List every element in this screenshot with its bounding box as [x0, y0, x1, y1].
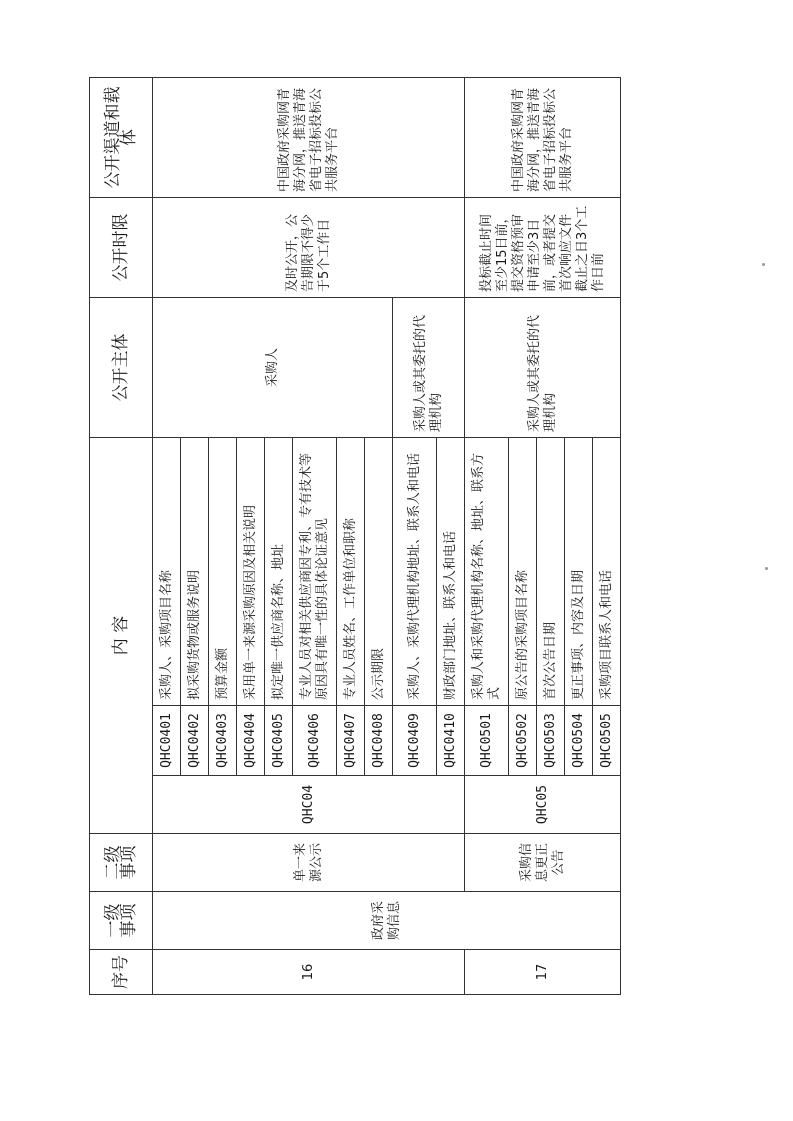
- level1-item: 政府采购信息: [153, 892, 621, 950]
- item-code: QHC0403: [209, 706, 237, 776]
- time-limit-17: 投标截止时间至少15日前，提交资格预审申请至少3日前，或者提交首次响应文件截止之日3个工作日前: [465, 197, 621, 297]
- subject-16a: 采购人: [153, 297, 393, 437]
- item-content: 专业人员姓名、工作单位和职称: [337, 437, 365, 705]
- item-code: QHC0401: [153, 706, 181, 776]
- item-content: 更正事项、内容及日期: [565, 437, 593, 705]
- item-content: 预算金额: [209, 437, 237, 705]
- subject-17: 采购人或其委托的代理机构: [465, 297, 621, 437]
- header-channel: 公开渠道和载体: [90, 77, 153, 197]
- header-seq: 序号: [90, 950, 153, 995]
- item-content: 采购人和采购代理机构名称、地址、联系方式: [465, 437, 509, 705]
- header-time-limit: 公开时限: [90, 197, 153, 297]
- item-content: 原公告的采购项目名称: [509, 437, 537, 705]
- group-code-16: QHC04: [153, 776, 465, 834]
- seq-17: 17: [465, 950, 621, 995]
- channel-16: 中国政府采购网青海分网，推送青海省电子招标投标公共服务平台: [153, 77, 465, 197]
- item-code: QHC0404: [237, 706, 265, 776]
- header-row: [90, 77, 153, 994]
- level2-item-16: 单一来源公示: [153, 834, 465, 892]
- item-content: 拟采购货物或服务说明: [181, 437, 209, 705]
- item-content: 财政部门地址、联系人和电话: [437, 437, 465, 705]
- item-code: QHC0405: [265, 706, 293, 776]
- item-code: QHC0406: [293, 706, 337, 776]
- item-code: QHC0410: [437, 706, 465, 776]
- item-content: 采购人、采购代理机构地址、联系人和电话: [393, 437, 437, 705]
- item-code: QHC0503: [537, 706, 565, 776]
- item-code: QHC0409: [393, 706, 437, 776]
- header-level1: 一级事项: [90, 892, 153, 950]
- item-code: QHC0502: [509, 706, 537, 776]
- item-content: 采用单一来源采购原因及相关说明: [237, 437, 265, 705]
- item-content: 拟定唯一供应商名称、地址: [265, 437, 293, 705]
- header-level2: 二级事项: [90, 834, 153, 892]
- item-content: 采购项目联系人和电话: [593, 437, 621, 705]
- channel-17: 中国政府采购网青海分网，推送青海省电子招标投标公共服务平台: [465, 77, 621, 197]
- item-content: 采购人、采购项目名称: [153, 437, 181, 705]
- item-code: QHC0402: [181, 706, 209, 776]
- table-row: [153, 77, 181, 994]
- group-code-17: QHC05: [465, 776, 621, 834]
- item-content: 首次公告日期: [537, 437, 565, 705]
- header-subject: 公开主体: [90, 297, 153, 437]
- item-code: QHC0407: [337, 706, 365, 776]
- item-code: QHC0505: [593, 706, 621, 776]
- subject-16b: 采购人或其委托的代理机构: [393, 297, 465, 437]
- item-code: QHC0504: [565, 706, 593, 776]
- item-code: QHC0408: [365, 706, 393, 776]
- item-code: QHC0501: [465, 706, 509, 776]
- header-content: 内 容: [90, 437, 153, 833]
- item-content: 公示期限: [365, 437, 393, 705]
- time-limit-16: 及时公开，公告期限不得少于5个工作日: [153, 197, 465, 297]
- seq-16: 16: [153, 950, 465, 995]
- item-content: 专业人员对相关供应商因专利、专有技术等原因具有唯一性的具体论证意见: [293, 437, 337, 705]
- table-row: [465, 77, 509, 994]
- level2-item-17: 采购信息更正公告: [465, 834, 621, 892]
- disclosure-table: [89, 77, 621, 995]
